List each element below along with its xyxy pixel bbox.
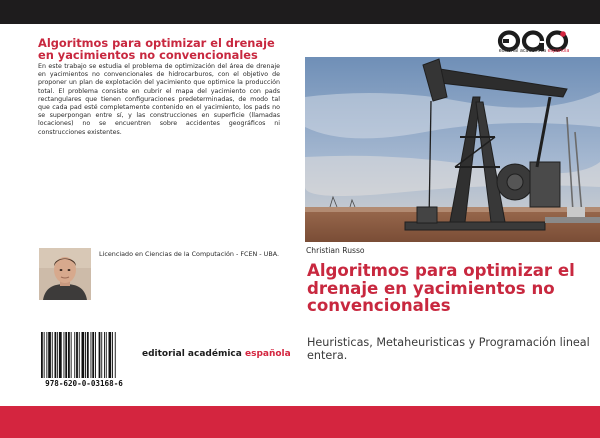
front-cover-title: Algoritmos para optimizar el drenaje en yacimientos no convencionales	[307, 261, 575, 316]
logo-caption-accent: española	[547, 49, 570, 54]
pumpjack-photo	[305, 57, 600, 242]
top-bar	[0, 0, 600, 24]
author-bio: Licenciado en Ciencias de la Computación - FCEN - UBA.	[99, 250, 279, 258]
publisher-accent: española	[244, 349, 291, 359]
isbn-number: 978-620-0-03168-6	[45, 379, 123, 388]
bottom-bar	[0, 406, 600, 438]
publisher-logo-icon	[497, 29, 569, 59]
publisher-main: editorial académica	[142, 349, 242, 359]
isbn-barcode	[37, 330, 131, 392]
logo-caption	[491, 49, 577, 54]
author-photo	[39, 248, 91, 300]
front-cover-subtitle: Heuristicas, Metaheuristicas y Programación lineal entera.	[307, 336, 590, 362]
back-cover-summary: En este trabajo se estudia el problema de optimización del área de drenaje en yacimientos no convencionales de hidrocarburos, con el objetivo de proponer un plan de explotación del yacimiento que optimice la producción total. El problema consiste en cubrir el mapa del yacimiento con pads rectangulares que tienen configuraciones predeterminadas, de modo tal que cada pad esté completamente contenido en el yacimiento, los pads no se superpongan entre sí, y las construcciones en superficie (llamadas locaciones) no se encuentren sobre accidentes geográficos ni construcciones existentes.	[38, 63, 280, 136]
logo-caption-main: editorial académica	[498, 49, 547, 54]
front-author: Christian Russo	[306, 246, 365, 255]
back-cover-title: Algoritmos para optimizar el drenaje en yacimientos no convencionales	[38, 36, 275, 63]
publisher-name-back	[142, 349, 291, 359]
barcode-graphic	[37, 330, 131, 378]
